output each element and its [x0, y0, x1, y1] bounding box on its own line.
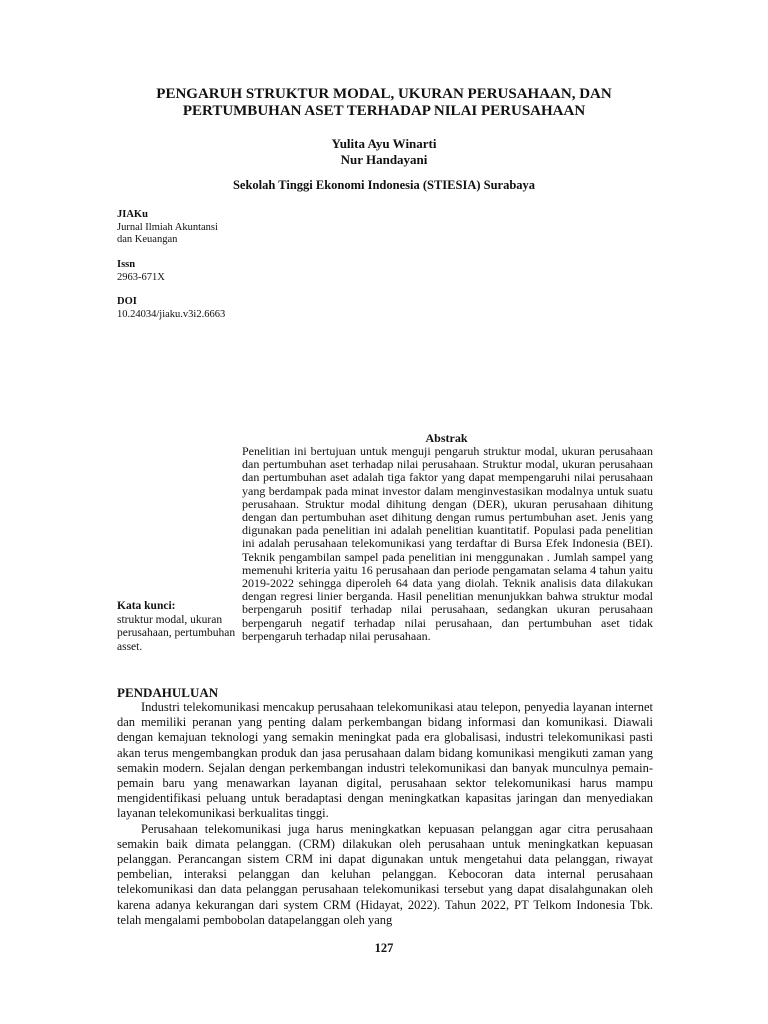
issn-info [117, 259, 247, 284]
journal-name-line: dan Keuangan [117, 234, 178, 245]
keywords-label: Kata kunci: [117, 600, 176, 612]
paragraph: Perusahaan telekomunikasi juga harus meningkatkan kepuasan pelanggan agar citra perusahaan semakin baik dimata pelanggan. (CRM) dilakukan oleh perusahaan untuk meningkatkan kepuasan pelanggan. Perancangan sistem CRM ini dapat digunakan untuk mengetahui data pelanggan, riwayat pembelian, interaksi pelanggan dan keluhan pelanggan. Kebocoran data internal perusahaan telekomunikasi dan data pelanggan perusahaan telekomunikasi tersebut yang dapat disalahgunakan oleh karena adanya kekurangan dari system CRM (Hidayat, 2022). Tahun 2022, PT Telkom Indonesia Tbk. telah mengalami pembobolan datapelanggan oleh yang [117, 821, 653, 927]
abstract-heading: Abstrak [425, 431, 468, 445]
keywords [117, 600, 237, 654]
section-heading: PENDAHULUAN [117, 685, 219, 700]
author-list [120, 136, 648, 168]
doi-label: DOI [117, 296, 137, 307]
journal-info [117, 209, 247, 247]
issn-label: Issn [117, 259, 136, 270]
issn-value: 2963-671X [117, 271, 165, 283]
keywords-text: struktur modal, ukuran perusahaan, pertumbuhan asset. [117, 613, 236, 653]
author-name: Nur Handayani [340, 152, 428, 167]
author-name: Yulita Ayu Winarti [331, 136, 437, 151]
paragraph: Industri telekomunikasi mencakup perusahaan telekomunikasi atau telepon, penyedia layanan internet dan memiliki peranan yang penting dalam perkembangan bidang informasi dan komunikasi. Diawali dengan kemajuan teknologi yang semakin meningkat pada era globalisasi, industri telekomunikasi pasti akan terus mengembangkan produk dan jasa perusahaan dalam bidang komunikasi mengikuti zaman yang semakin modern. Sejalan dengan perkembangan industri telekomunikasi dan banyak munculnya pemain-pemain baru yang menawarkan layanan digital, perusahaan sektor telekomunikasi harus mampu mengidentifikasi peluang untuk beradaptasi dengan meningkatkan kapasitas jaringan dan menyediakan layanan telekomunikasi berkualitas tinggi. [117, 700, 653, 821]
journal-label: JIAKu [117, 209, 148, 220]
body-text [117, 700, 653, 928]
affiliation: Sekolah Tinggi Ekonomi Indonesia (STIESIA) Surabaya [232, 178, 536, 192]
abstract-text: Penelitian ini bertujuan untuk menguji pengaruh struktur modal, ukuran perusahaan dan pertumbuhan aset terhadap nilai perusahaan. Struktur modal, ukuran perusahaan dan pertumbuhan aset adalah tiga faktor yang dapat mempengaruhi nilai perusahaan yang berdampak pada minat investor dalam menginvestasikan modalnya untuk suatu perusahaan. Struktur modal dihitung dengan (DER), ukuran perusahaan dihitung dengan dan pertumbuhan aset dihitung dengan rumus pertumbuhan aset. Jenis yang digunakan pada penelitian ini adalah penelitian kuantitatif. Populasi pada penelitian ini adalah perusahaan telekomunikasi yang terdaftar di Bursa Efek Indonesia (BEI). Teknik pengambilan sampel pada penelitian ini menggunakan . Jumlah sampel yang memenuhi kriteria yaitu 16 perusahaan dan periode pengamatan selama 4 tahun yaitu 2019-2022 sehingga diperoleh 64 data yang diolah. Teknik analisis data dilakukan dengan regresi linier berganda. Hasil penelitian menunjukkan bahwa struktur modal berpengaruh positif terhadap nilai perusahaan, sedangkan ukuran perusahaan berpengaruh negatif terhadap nilai perusahaan, dan pertumbuhan aset tidak berpengaruh terhadap nilai perusahaan. [242, 444, 653, 643]
doi-info [117, 296, 247, 321]
paper-title: PENGARUH STRUKTUR MODAL, UKURAN PERUSAHAAN, DAN PERTUMBUHAN ASET TERHADAP NILAI PERUSAHAAN [156, 86, 612, 119]
doi-value: 10.24034/jiaku.v3i2.6663 [117, 308, 226, 320]
journal-name-line: Jurnal Ilmiah Akuntansi [117, 221, 218, 233]
page-number: 127 [374, 941, 394, 955]
